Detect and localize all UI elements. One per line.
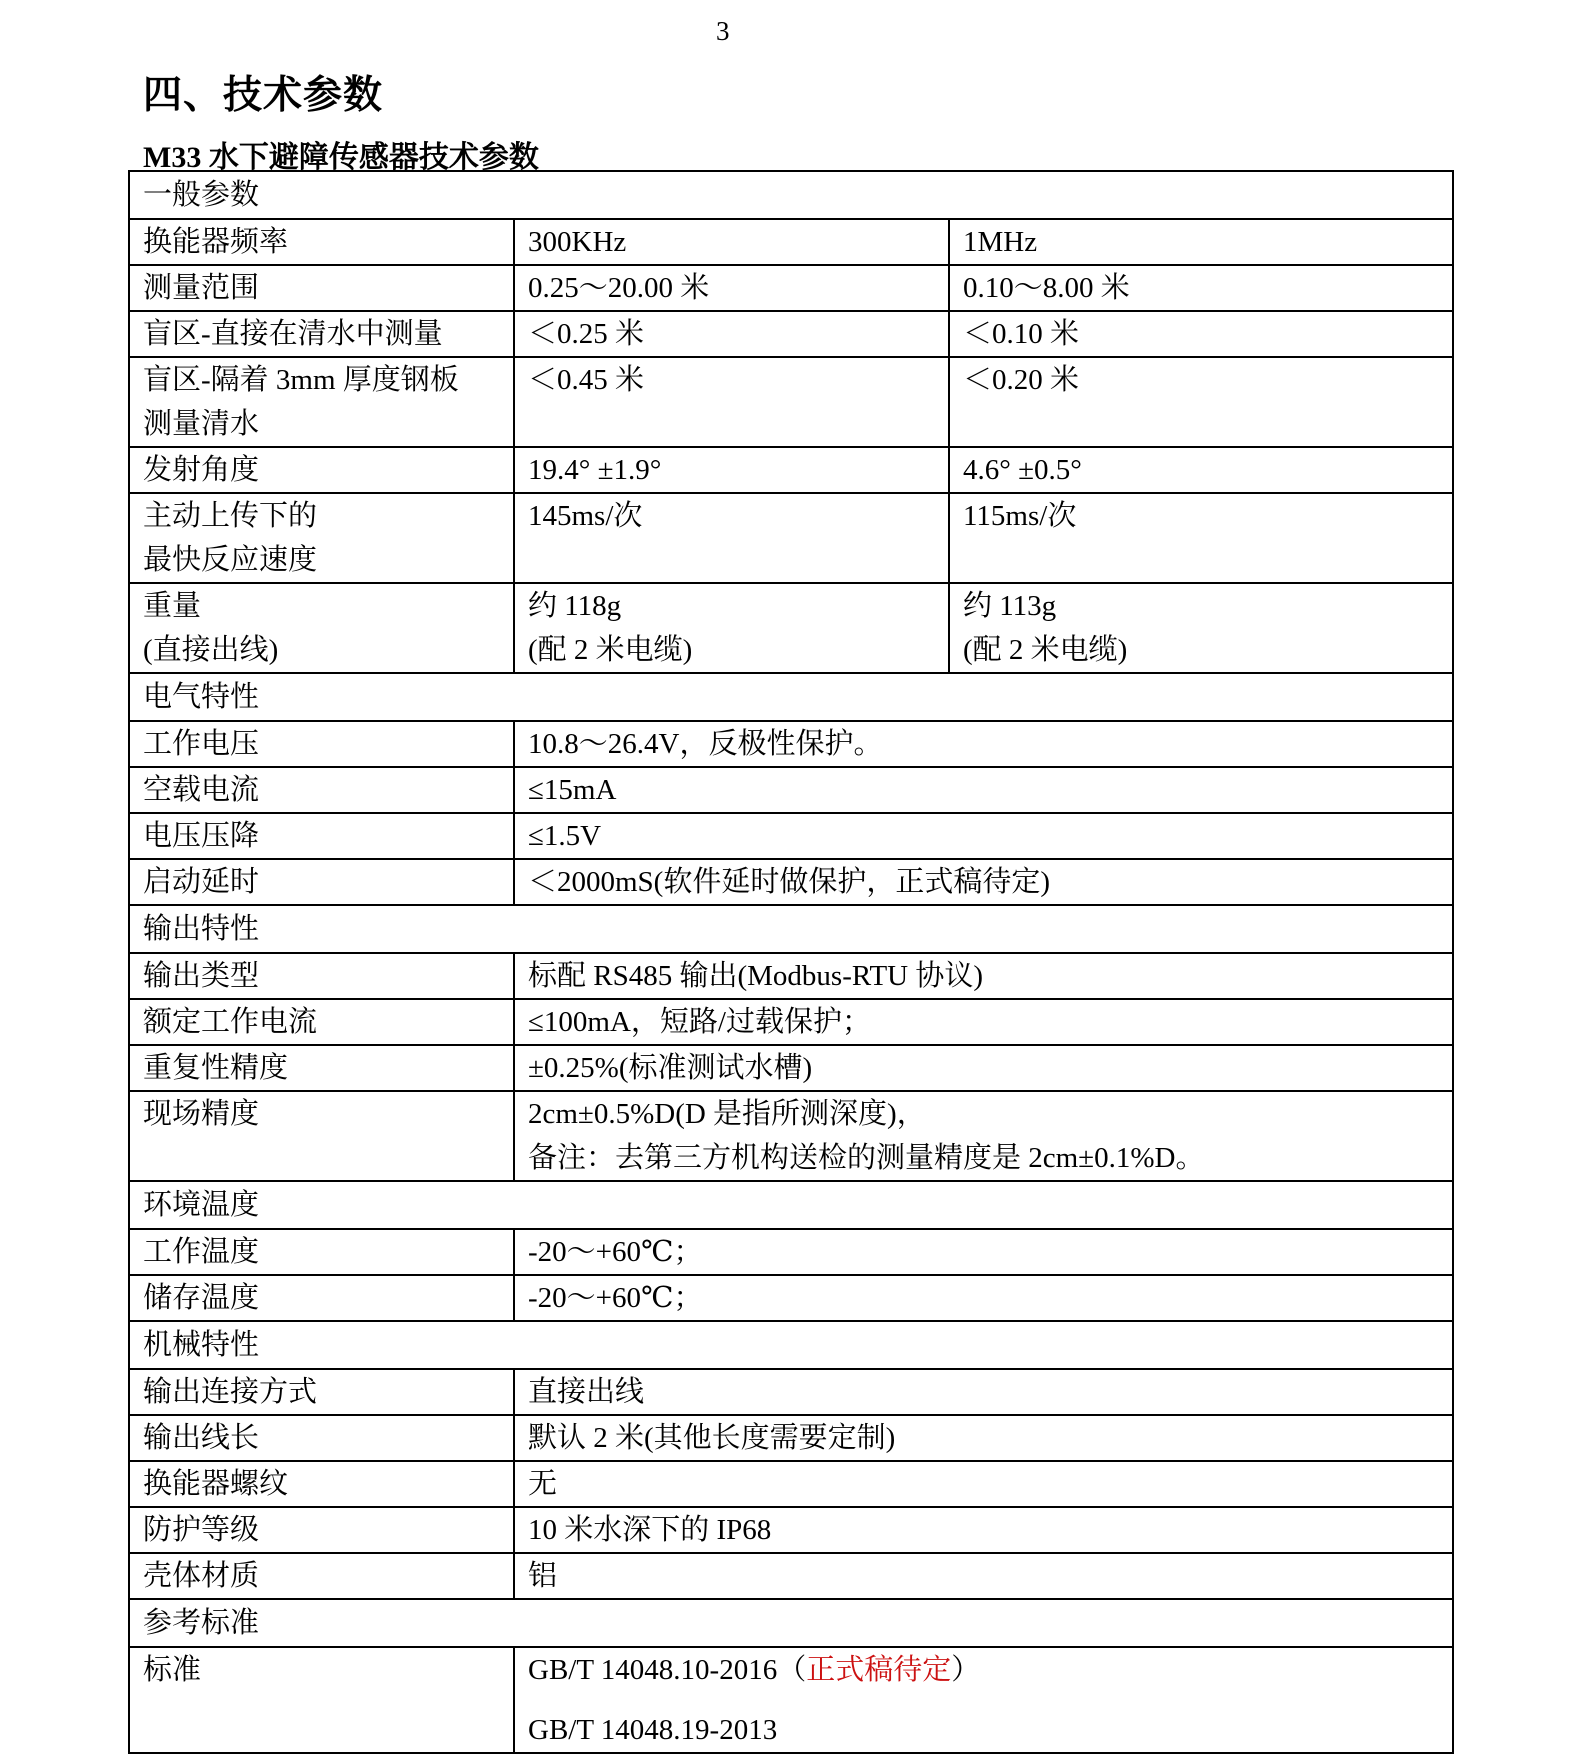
spec-row (129, 357, 1453, 447)
cell-text-line: 2cm±0.5%D(D 是指所测深度)， (528, 1098, 926, 1130)
cell-text-line: 4.6° ±0.5° (963, 454, 1082, 486)
cell-text-line: 最快反应速度 (143, 544, 318, 576)
cell-text-line: 输出连接方式 (143, 1376, 318, 1408)
spec-table-body (129, 171, 1453, 1753)
cell-text-line: ＜0.45 米 (528, 364, 645, 396)
cell-text-line: 主动上传下的 (143, 500, 318, 532)
param-label (129, 721, 514, 767)
section-label: 机械特性 (129, 1321, 1453, 1369)
cell-text-line: 工作温度 (143, 1236, 260, 1268)
param-label (129, 1507, 514, 1553)
cell-text-line: 现场精度 (143, 1098, 260, 1130)
param-value (514, 999, 1453, 1045)
cell-text-line: 电压压降 (143, 820, 260, 852)
cell-text-line: 储存温度 (143, 1282, 260, 1314)
cell-text-line: 测量清水 (143, 408, 260, 440)
param-value-1mhz (949, 357, 1453, 447)
param-value (514, 1461, 1453, 1507)
param-value (514, 767, 1453, 813)
section-label: 参考标准 (129, 1599, 1453, 1647)
cell-text-line: 0.25～20.00 米 (528, 272, 710, 304)
cell-text-line: 换能器螺纹 (143, 1468, 289, 1500)
cell-text-line: 1MHz (963, 226, 1038, 258)
param-label (129, 767, 514, 813)
param-value (514, 721, 1453, 767)
pending-draft-note-text: 正式稿待定 (806, 1654, 952, 1686)
param-value-300khz (514, 447, 949, 493)
param-value (514, 1045, 1453, 1091)
param-label (129, 1369, 514, 1415)
section-label: 环境温度 (129, 1181, 1453, 1229)
cell-text-line: 测量范围 (143, 272, 260, 304)
param-label (129, 1461, 514, 1507)
cell-text-line (528, 1648, 1439, 1692)
param-value (514, 1369, 1453, 1415)
param-label (129, 1647, 514, 1753)
spec-row (129, 1415, 1453, 1461)
param-label (129, 1275, 514, 1321)
page-number: 3 (716, 16, 730, 46)
section-header-row (129, 905, 1453, 953)
param-value-300khz (514, 311, 949, 357)
cell-text-line: 输出类型 (143, 960, 260, 992)
cell-text-line: 直接出线 (528, 1376, 645, 1408)
cell-text-line: 无 (528, 1468, 558, 1500)
spec-row (129, 1045, 1453, 1091)
spec-row (129, 999, 1453, 1045)
cell-text-line: ≤100mA，短路/过载保护； (528, 1006, 871, 1038)
section-label: 电气特性 (129, 673, 1453, 721)
param-value-1mhz (949, 583, 1453, 673)
cell-text-line: ＜0.10 米 (963, 318, 1080, 350)
cell-text-line: 10.8～26.4V，反极性保护。 (528, 728, 883, 760)
param-value (514, 1647, 1453, 1753)
cell-text-line: 重复性精度 (143, 1052, 289, 1084)
spec-row (129, 1507, 1453, 1553)
section-header-row (129, 1321, 1453, 1369)
spec-row (129, 767, 1453, 813)
param-value (514, 1091, 1453, 1181)
cell-text-line: 0.10～8.00 米 (963, 272, 1130, 304)
cell-text-line: 10 米水深下的 IP68 (528, 1514, 772, 1546)
cell-text-line: ＜2000mS(软件延时做保护，正式稿待定) (528, 866, 1051, 898)
spec-row (129, 265, 1453, 311)
cell-text-line: 盲区-隔着 3mm 厚度钢板 (143, 364, 459, 396)
cell-text-line: -20～+60℃； (528, 1236, 703, 1268)
spec-row (129, 1091, 1453, 1181)
param-value-300khz (514, 493, 949, 583)
param-value-1mhz (949, 493, 1453, 583)
param-value (514, 859, 1453, 905)
section-header-row (129, 1599, 1453, 1647)
spec-row (129, 813, 1453, 859)
spec-row (129, 311, 1453, 357)
section-header-row (129, 171, 1453, 219)
cell-text-line: 壳体材质 (143, 1560, 260, 1592)
spec-row (129, 219, 1453, 265)
spec-row (129, 1229, 1453, 1275)
cell-text-line: 300KHz (528, 226, 627, 258)
spec-row (129, 721, 1453, 767)
param-value-300khz (514, 219, 949, 265)
param-label (129, 311, 514, 357)
param-value-1mhz (949, 265, 1453, 311)
param-label (129, 1091, 514, 1181)
param-label (129, 1045, 514, 1091)
cell-text-line: 输出线长 (143, 1422, 260, 1454)
spec-row (129, 953, 1453, 999)
param-label (129, 493, 514, 583)
cell-text-line: ≤1.5V (528, 820, 602, 852)
cell-text-line: 工作电压 (143, 728, 260, 760)
param-label (129, 1553, 514, 1599)
table-title: M33 水下避障传感器技术参数 (143, 141, 539, 174)
param-label (129, 357, 514, 447)
cell-text-line: ≤15mA (528, 774, 617, 806)
section-header-row (129, 1181, 1453, 1229)
cell-text-line: 空载电流 (143, 774, 260, 806)
param-label (129, 219, 514, 265)
spec-row (129, 1647, 1453, 1753)
param-value (514, 1507, 1453, 1553)
spec-row (129, 1553, 1453, 1599)
spec-row (129, 1369, 1453, 1415)
cell-text-line: 备注：去第三方机构送检的测量精度是 2cm±0.1%D。 (528, 1142, 1205, 1174)
param-label (129, 583, 514, 673)
cell-text-line: 额定工作电流 (143, 1006, 318, 1038)
param-label (129, 813, 514, 859)
param-value-300khz (514, 583, 949, 673)
param-value (514, 1275, 1453, 1321)
cell-text-line: 标配 RS485 输出(Modbus-RTU 协议) (528, 960, 984, 992)
param-label (129, 1229, 514, 1275)
cell-text-line: 发射角度 (143, 454, 260, 486)
cell-text-line: 防护等级 (143, 1514, 260, 1546)
cell-text-line: (配 2 米电缆) (528, 634, 693, 666)
cell-text-line: ＜0.25 米 (528, 318, 645, 350)
param-label (129, 1415, 514, 1461)
param-value-300khz (514, 265, 949, 311)
spec-row (129, 1275, 1453, 1321)
spec-row (129, 1461, 1453, 1507)
cell-text-line: 启动延时 (143, 866, 260, 898)
param-value (514, 813, 1453, 859)
spec-row (129, 493, 1453, 583)
cell-text-line: 盲区-直接在清水中测量 (143, 318, 443, 350)
standard-code-text: GB/T 14048.10-2016（ (528, 1654, 807, 1686)
cell-text-line: ＜0.20 米 (963, 364, 1080, 396)
param-label (129, 859, 514, 905)
cell-text-line: 换能器频率 (143, 226, 289, 258)
param-label (129, 953, 514, 999)
cell-text-line: 约 113g (963, 590, 1057, 622)
cell-text-line: (配 2 米电缆) (963, 634, 1128, 666)
cell-text-line: 铝 (528, 1560, 558, 1592)
section-label: 一般参数 (129, 171, 1453, 219)
spec-row (129, 859, 1453, 905)
cell-text-line: -20～+60℃； (528, 1282, 703, 1314)
section-heading: 四、技术参数 (143, 74, 384, 117)
section-header-row (129, 673, 1453, 721)
param-value (514, 1229, 1453, 1275)
param-value-1mhz (949, 219, 1453, 265)
cell-text-line: 19.4° ±1.9° (528, 454, 662, 486)
param-value (514, 953, 1453, 999)
param-value-1mhz (949, 311, 1453, 357)
cell-text-line: 约 118g (528, 590, 622, 622)
param-label (129, 447, 514, 493)
standard-code-text: ） (951, 1654, 981, 1686)
param-label (129, 265, 514, 311)
cell-text-line: 115ms/次 (963, 500, 1077, 532)
cell-text-line: 145ms/次 (528, 500, 643, 532)
section-label: 输出特性 (129, 905, 1453, 953)
cell-text-line: (直接出线) (143, 634, 279, 666)
cell-text-line: ±0.25%(标准测试水槽) (528, 1052, 813, 1084)
spec-row (129, 447, 1453, 493)
param-label (129, 999, 514, 1045)
cell-text-line: GB/T 14048.19-2013 (528, 1714, 778, 1746)
param-value (514, 1553, 1453, 1599)
spec-row (129, 583, 1453, 673)
spec-table (128, 170, 1454, 1754)
param-value (514, 1415, 1453, 1461)
param-value-1mhz (949, 447, 1453, 493)
cell-text-line: 默认 2 米(其他长度需要定制) (528, 1422, 896, 1454)
param-value-300khz (514, 357, 949, 447)
cell-text-line: 标准 (143, 1654, 202, 1686)
cell-text-line: 重量 (143, 590, 202, 622)
